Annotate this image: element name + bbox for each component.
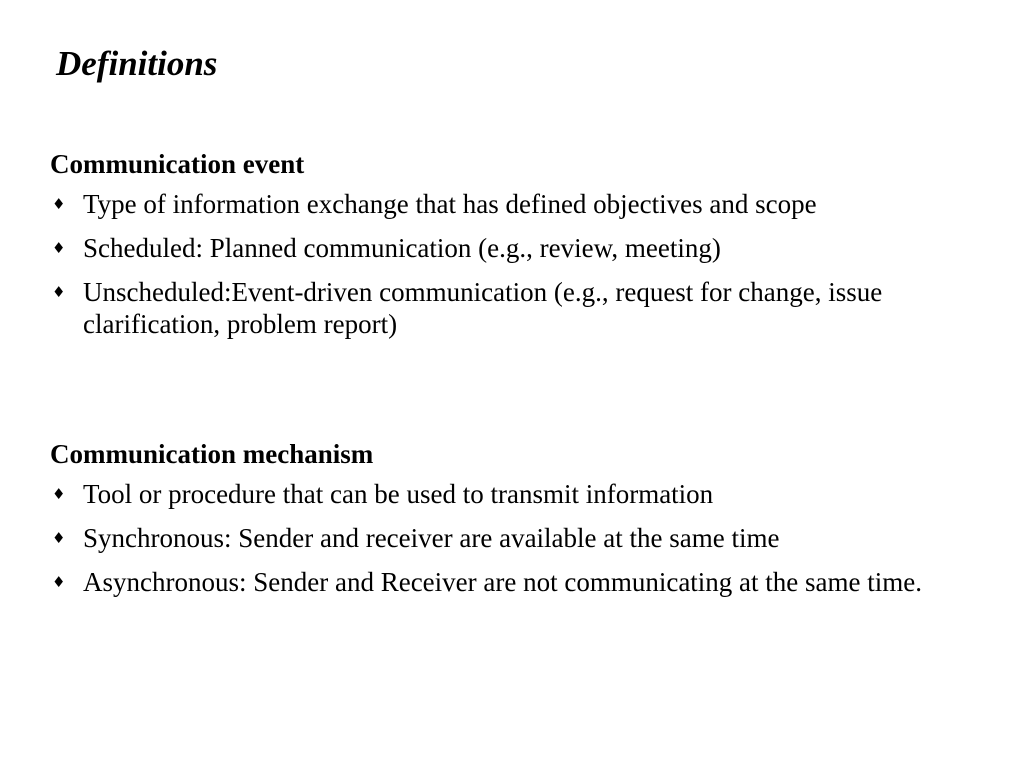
bullet-text: Asynchronous: Sender and Receiver are not communicating at the same time. xyxy=(83,567,922,597)
bullet-item xyxy=(50,232,950,264)
section-communication-event xyxy=(50,146,950,352)
bullet-item xyxy=(50,276,950,340)
diamond-bullet-icon: ♦ xyxy=(52,529,66,547)
bullet-text: Unscheduled:Event-driven communication (e.g., request for change, issue clarification, problem report) xyxy=(83,277,883,339)
section-heading: Communication event xyxy=(50,149,305,179)
diamond-bullet-icon: ♦ xyxy=(52,195,66,213)
bullet-list xyxy=(50,478,950,598)
bullet-text: Type of information exchange that has defined objectives and scope xyxy=(83,189,817,219)
bullet-text: Tool or procedure that can be used to transmit information xyxy=(83,479,714,509)
bullet-text: Scheduled: Planned communication (e.g., review, meeting) xyxy=(83,233,721,263)
diamond-bullet-icon: ♦ xyxy=(52,485,66,503)
bullet-text: Synchronous: Sender and receiver are available at the same time xyxy=(83,523,780,553)
bullet-item xyxy=(50,188,950,220)
diamond-bullet-icon: ♦ xyxy=(52,283,66,301)
section-heading: Communication mechanism xyxy=(50,439,374,469)
slide-title: Definitions xyxy=(56,44,218,83)
diamond-bullet-icon: ♦ xyxy=(52,573,66,591)
bullet-item xyxy=(50,566,950,598)
bullet-item xyxy=(50,522,950,554)
diamond-bullet-icon: ♦ xyxy=(52,239,66,257)
bullet-item xyxy=(50,478,950,510)
bullet-list xyxy=(50,188,950,340)
section-communication-mechanism xyxy=(50,436,950,610)
